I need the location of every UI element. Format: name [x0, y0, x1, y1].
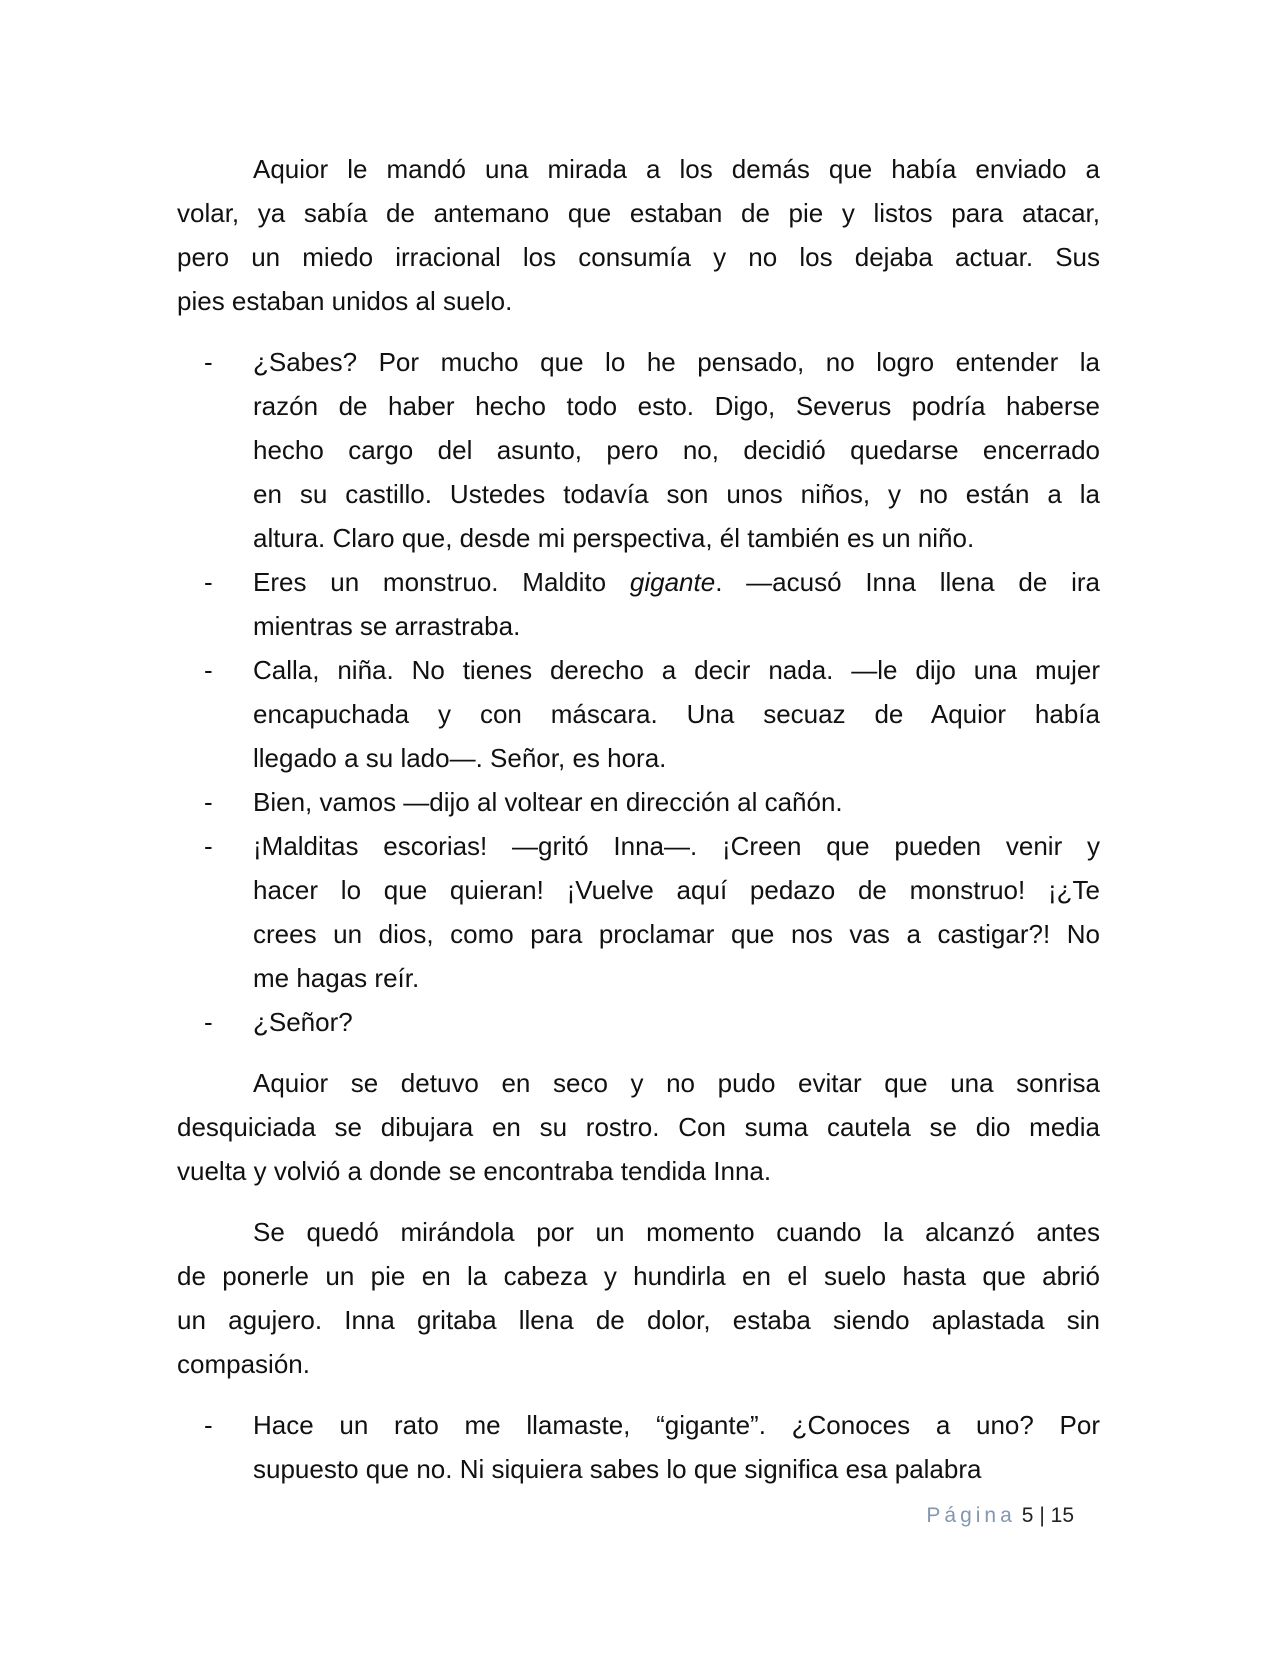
- dialogue-item: [177, 1000, 1100, 1044]
- text-line: compasión.: [177, 1349, 310, 1379]
- page-footer: [926, 1502, 1074, 1530]
- dialogue-list: [177, 340, 1100, 1044]
- page-label: Página: [926, 1504, 1016, 1527]
- text-line: ¿Sabes? Por mucho que lo he pensado, no logro entender la: [253, 347, 1100, 377]
- paragraph: [177, 147, 1100, 323]
- dialogue-item: [177, 560, 1100, 648]
- text-segment: . —acusó Inna llena de ira: [715, 567, 1100, 597]
- text-segment: Eres un monstruo. Maldito: [253, 567, 630, 597]
- text-line: ¿Señor?: [253, 1007, 353, 1037]
- text-line: Se quedó mirándola por un momento cuando la alcanzó antes: [253, 1217, 1100, 1247]
- bullet-dash: -: [204, 787, 213, 817]
- text-line: Aquior le mandó una mirada a los demás que había enviado a: [253, 154, 1100, 184]
- text-line: me hagas reír.: [253, 963, 420, 993]
- text-line: hacer lo que quieran! ¡Vuelve aquí pedazo de monstruo! ¡¿Te: [253, 875, 1100, 905]
- paragraph: [177, 1210, 1100, 1386]
- page-separator: |: [1039, 1504, 1045, 1527]
- bullet-dash: -: [204, 1410, 213, 1440]
- text-line: Bien, vamos —dijo al voltear en dirección al cañón.: [253, 787, 843, 817]
- paragraph: [177, 1061, 1100, 1193]
- text-line: pero un miedo irracional los consumía y no los dejaba actuar. Sus: [177, 242, 1100, 272]
- text-line: Hace un rato me llamaste, “gigante”. ¿Conoces a uno? Por: [253, 1410, 1100, 1440]
- dialogue-item: [177, 1403, 1100, 1491]
- bullet-dash: -: [204, 655, 213, 685]
- text-line: encapuchada y con máscara. Una secuaz de Aquior había: [253, 699, 1100, 729]
- text-line: un agujero. Inna gritaba llena de dolor, estaba siendo aplastada sin: [177, 1305, 1100, 1335]
- text-line: Calla, niña. No tienes derecho a decir nada. —le dijo una mujer: [253, 655, 1100, 685]
- text-line: altura. Claro que, desde mi perspectiva, él también es un niño.: [253, 523, 975, 553]
- dialogue-item: [177, 648, 1100, 780]
- dialogue-item: [177, 780, 1100, 824]
- text-line: de ponerle un pie en la cabeza y hundirla en el suelo hasta que abrió: [177, 1261, 1100, 1291]
- text-line: desquiciada se dibujara en su rostro. Con suma cautela se dio media: [177, 1112, 1100, 1142]
- page-number: 5: [1021, 1504, 1034, 1527]
- bullet-dash: -: [204, 1007, 213, 1037]
- text-line: llegado a su lado—. Señor, es hora.: [253, 743, 667, 773]
- emphasized-word: gigante: [629, 567, 716, 597]
- text-line: Aquior se detuvo en seco y no pudo evitar que una sonrisa: [253, 1068, 1100, 1098]
- dialogue-item: [177, 340, 1100, 560]
- bullet-dash: -: [204, 831, 213, 861]
- dialogue-item: [177, 824, 1100, 1000]
- text-line: crees un dios, como para proclamar que nos vas a castigar?! No: [253, 919, 1100, 949]
- page-total: 15: [1050, 1504, 1074, 1527]
- document-body: [177, 147, 1100, 1508]
- bullet-dash: -: [204, 347, 213, 377]
- text-line: mientras se arrastraba.: [253, 611, 521, 641]
- text-line: vuelta y volvió a donde se encontraba tendida Inna.: [177, 1156, 772, 1186]
- dialogue-list: [177, 1403, 1100, 1491]
- text-line: supuesto que no. Ni siquiera sabes lo que significa esa palabra: [253, 1454, 982, 1484]
- text-line: en su castillo. Ustedes todavía son unos niños, y no están a la: [253, 479, 1100, 509]
- text-line: hecho cargo del asunto, pero no, decidió quedarse encerrado: [253, 435, 1100, 465]
- text-line: [253, 560, 1100, 604]
- bullet-dash: -: [204, 567, 213, 597]
- text-line: razón de haber hecho todo esto. Digo, Severus podría haberse: [253, 391, 1100, 421]
- text-line: pies estaban unidos al suelo.: [177, 286, 513, 316]
- text-line: volar, ya sabía de antemano que estaban de pie y listos para atacar,: [177, 198, 1100, 228]
- text-line: ¡Malditas escorias! —gritó Inna—. ¡Creen que pueden venir y: [253, 831, 1100, 861]
